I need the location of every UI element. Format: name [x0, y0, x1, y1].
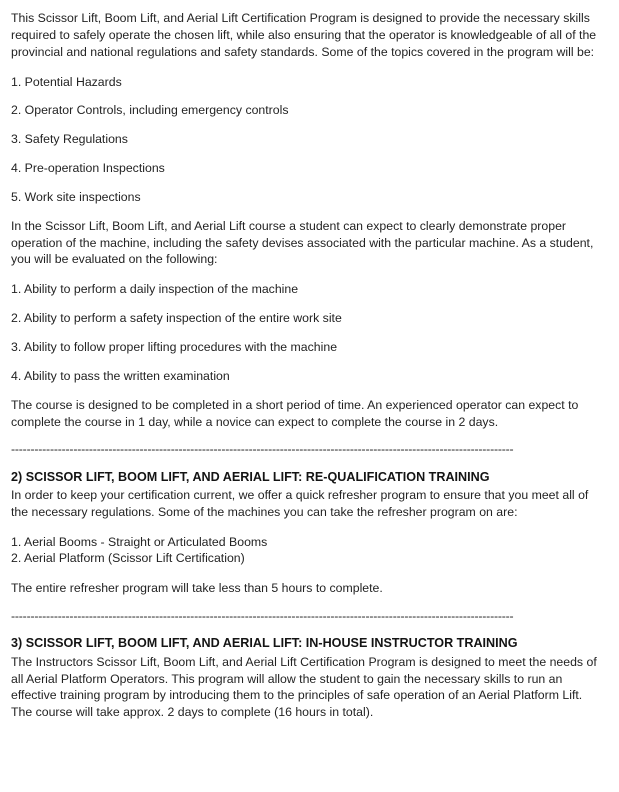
- section-two-footer: The entire refresher program will take less than 5 hours to complete.: [11, 581, 383, 596]
- list-item: 2. Operator Controls, including emergency controls: [11, 103, 289, 118]
- list-item: 3. Ability to follow proper lifting procedures with the machine: [11, 339, 338, 354]
- list-item: 4. Pre-operation Inspections: [11, 161, 165, 176]
- evaluation-intro-paragraph: In the Scissor Lift, Boom Lift, and Aerial Lift course a student can expect to clearly demonstrate proper operation of the machine, including the safety devises associated with the particular machine. As a student, you will be evaluated on the following:: [11, 218, 594, 267]
- list-item: 3. Safety Regulations: [11, 132, 128, 147]
- list-item: 5. Work site inspections: [11, 189, 141, 204]
- intro-paragraph: This Scissor Lift, Boom Lift, and Aerial Lift Certification Program is designed to provide the necessary skills required to safely operate the chosen lift, while also ensuring that the operator is knowledgeable of all of the provincial and national regulations and safety standards. Some of the topics covered in the program will be:: [11, 11, 597, 59]
- list-item: 1. Ability to perform a daily inspection of the machine: [11, 282, 299, 297]
- list-item: 2. Aerial Platform (Scissor Lift Certification): [11, 551, 245, 566]
- section-divider: ---------------------------------------------------------------------------------------------------------------------------------: [11, 443, 514, 456]
- section-three-body: The Instructors Scissor Lift, Boom Lift, and Aerial Lift Certification Program is designed to meet the needs of all Aerial Platform Operators. This program will allow the student to gain the necessary skills to run an effective training program by introducing them to the principles of safe operation of an Aerial Platform Lift. The course will take approx. 2 days to complete (16 hours in total).: [11, 654, 597, 720]
- list-item: 1. Aerial Booms - Straight or Articulated Booms: [11, 534, 268, 549]
- section-three-heading: 3) SCISSOR LIFT, BOOM LIFT, AND AERIAL LIFT: IN-HOUSE INSTRUCTOR TRAINING: [11, 636, 518, 651]
- machine-list: [11, 534, 605, 568]
- duration-paragraph: The course is designed to be completed in a short period of time. An experienced operator can expect to complete the course in 1 day, while a novice can expect to complete the course in 2 days.: [11, 397, 579, 429]
- section-two-heading: 2) SCISSOR LIFT, BOOM LIFT, AND AERIAL LIFT: RE-QUALIFICATION TRAINING: [11, 469, 490, 484]
- section-two-body: In order to keep your certification current, we offer a quick refresher program to ensure that you meet all of the necessary regulations. Some of the machines you can take the refresher program on are:: [11, 487, 589, 519]
- list-item: 1. Potential Hazards: [11, 74, 122, 89]
- section-divider-2: ---------------------------------------------------------------------------------------------------------------------------------: [11, 610, 514, 623]
- list-item: 2. Ability to perform a safety inspection of the entire work site: [11, 311, 342, 326]
- list-item: 4. Ability to pass the written examination: [11, 368, 230, 383]
